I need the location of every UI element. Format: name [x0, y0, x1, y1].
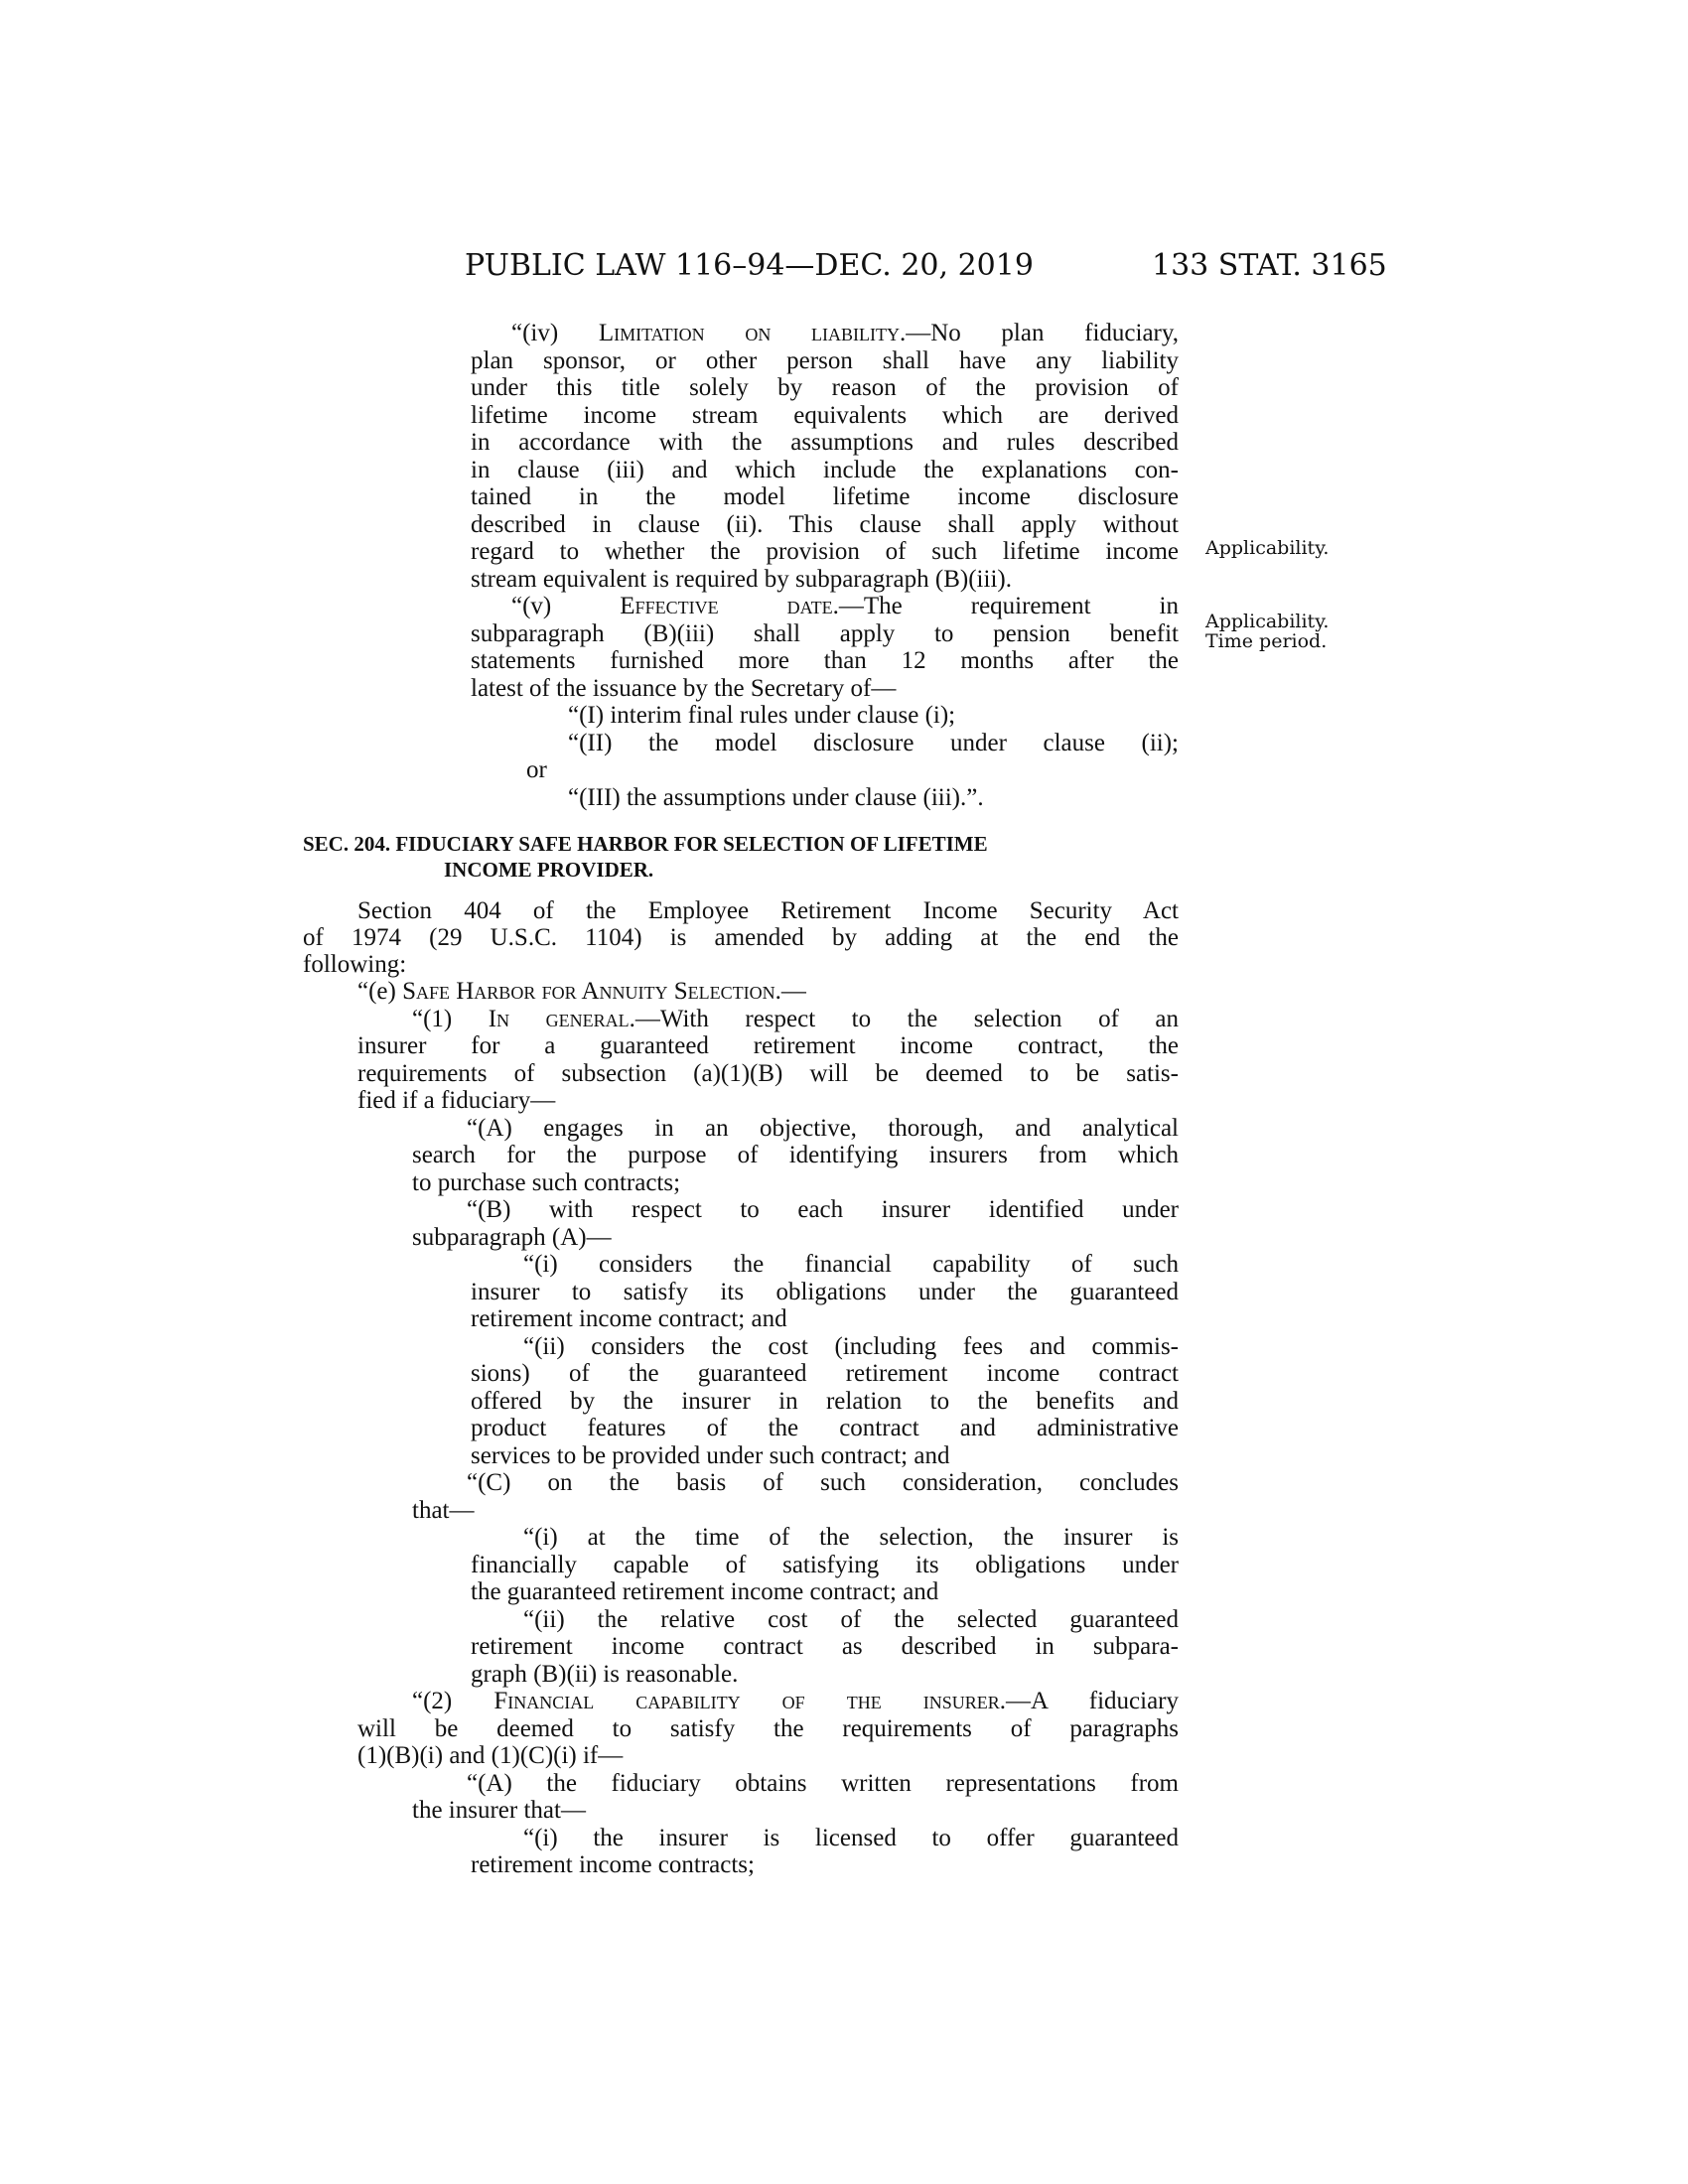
paragraph-1-line: fied if a fiduciary—	[357, 1087, 556, 1114]
clause-B-i-line: “(i) considers the financial capability of such	[523, 1251, 1179, 1278]
clause-v-line: subparagraph (B)(iii) shall apply to pension benefit	[471, 620, 1179, 647]
clause-C-ii-line: graph (B)(ii) is reasonable.	[471, 1661, 739, 1688]
clause-iv-line: stream equivalent is required by subparagraph (B)(iii).	[471, 566, 1012, 593]
intro-line: Section 404 of the Employee Retirement Income Security Act	[357, 897, 1179, 924]
subparagraph-A-line: to purchase such contracts;	[412, 1169, 681, 1196]
clause-B-i-line: retirement income contract; and	[471, 1305, 787, 1332]
section-heading-line2: INCOME PROVIDER.	[444, 858, 654, 882]
clause-B-ii-line: sions) of the guaranteed retirement income contract	[471, 1360, 1179, 1387]
clause-C-ii-line: retirement income contract as described in subpara-	[471, 1633, 1179, 1660]
clause-iv-line: described in clause (ii). This clause shall apply without	[471, 511, 1179, 538]
clause-iv-first-line: “(iv) Limitation on liability.—No plan fiduciary,	[511, 320, 1179, 346]
clause-v-first-line: “(v) Effective date.—The requirement in	[511, 593, 1179, 619]
subparagraph-A-line: “(A) engages in an objective, thorough, and analytical	[467, 1115, 1179, 1142]
clause-v-or: or	[526, 756, 547, 783]
subparagraph-A-line: search for the purpose of identifying insurers from which	[412, 1142, 1179, 1168]
clause-iv-line: in accordance with the assumptions and rules described	[471, 429, 1179, 456]
subparagraph-C-line: that—	[412, 1497, 475, 1524]
clause-B-i-line: insurer to satisfy its obligations under the guaranteed	[471, 1279, 1179, 1305]
paragraph-2-line: (1)(B)(i) and (1)(C)(i) if—	[357, 1742, 624, 1769]
clause-v-line: latest of the issuance by the Secretary of—	[471, 675, 897, 702]
paragraph-2-line: will be deemed to satisfy the requirements of paragraphs	[357, 1715, 1179, 1742]
clause-iv-line: under this title solely by reason of the provision of	[471, 374, 1179, 401]
clause-iv-line: lifetime income stream equivalents which are derived	[471, 402, 1179, 429]
intro-line: following:	[303, 951, 407, 978]
clause-C-i-line: “(i) at the time of the selection, the insurer is	[523, 1524, 1179, 1551]
intro-line: of 1974 (29 U.S.C. 1104) is amended by adding at the end the	[303, 924, 1179, 951]
clause-iv-line: tained in the model lifetime income disclosure	[471, 483, 1179, 510]
clause-v-line: statements furnished more than 12 months after the	[471, 647, 1179, 674]
clause-iv-line: regard to whether the provision of such lifetime income	[471, 538, 1179, 565]
clause-C-ii-line: “(ii) the relative cost of the selected guaranteed	[523, 1606, 1179, 1633]
clause-C-i-line: financially capable of satisfying its obligations under	[471, 1552, 1179, 1578]
paragraph-1-line: requirements of subsection (a)(1)(B) will be deemed to be satis-	[357, 1060, 1179, 1087]
page-header-stat: 133 STAT. 3165	[1152, 248, 1387, 283]
clause-2A-i-line: retirement income contracts;	[471, 1851, 755, 1878]
clause-v-heading: Effective date	[620, 593, 833, 619]
clause-v-sub-I: “(I) interim final rules under clause (i);	[568, 702, 956, 729]
clause-B-ii-line: offered by the insurer in relation to the benefits and	[471, 1388, 1179, 1415]
margin-note-time-period: Time period.	[1205, 630, 1328, 652]
subparagraph-B-line: “(B) with respect to each insurer identified under	[467, 1196, 1179, 1223]
clause-iv-line: plan sponsor, or other person shall have any liability	[471, 347, 1179, 374]
clause-B-ii-line: services to be provided under such contract; and	[471, 1442, 950, 1469]
clause-B-ii-line: product features of the contract and administrative	[471, 1415, 1179, 1441]
subparagraph-B-line: subparagraph (A)—	[412, 1224, 612, 1251]
subsection-e-heading: “(e) Safe Harbor for Annuity Selection.—	[357, 978, 806, 1005]
subparagraph-C-line: “(C) on the basis of such consideration, concludes	[467, 1469, 1179, 1496]
subparagraph-2A-line: the insurer that—	[412, 1797, 586, 1824]
clause-v-sub-II: “(II) the model disclosure under clause (ii);	[568, 730, 1179, 756]
subparagraph-2A-line: “(A) the fiduciary obtains written representations from	[467, 1770, 1179, 1797]
clause-iv-heading: Limitation on liability	[598, 320, 900, 346]
paragraph-1-line: insurer for a guaranteed retirement income contract, the	[357, 1032, 1179, 1059]
clause-B-ii-line: “(ii) considers the cost (including fees and commis-	[523, 1333, 1179, 1360]
page-header-title: PUBLIC LAW 116–94—DEC. 20, 2019	[465, 248, 1034, 283]
section-heading-line1: SEC. 204. FIDUCIARY SAFE HARBOR FOR SELECTION OF LIFETIME	[303, 832, 988, 856]
clause-2A-i-line: “(i) the insurer is licensed to offer guaranteed	[523, 1825, 1179, 1851]
clause-iv-line: in clause (iii) and which include the explanations con-	[471, 457, 1179, 483]
clause-v-sub-III: “(III) the assumptions under clause (iii).”.	[568, 784, 984, 811]
clause-C-i-line: the guaranteed retirement income contract; and	[471, 1578, 939, 1605]
margin-note-applicability-2: Applicability.	[1205, 611, 1330, 632]
paragraph-1-first-line: “(1) In general.—With respect to the selection of an	[412, 1006, 1180, 1032]
paragraph-2-first-line: “(2) Financial capability of the insurer.—A fiduciary	[412, 1688, 1179, 1714]
margin-note-applicability: Applicability.	[1205, 537, 1330, 559]
